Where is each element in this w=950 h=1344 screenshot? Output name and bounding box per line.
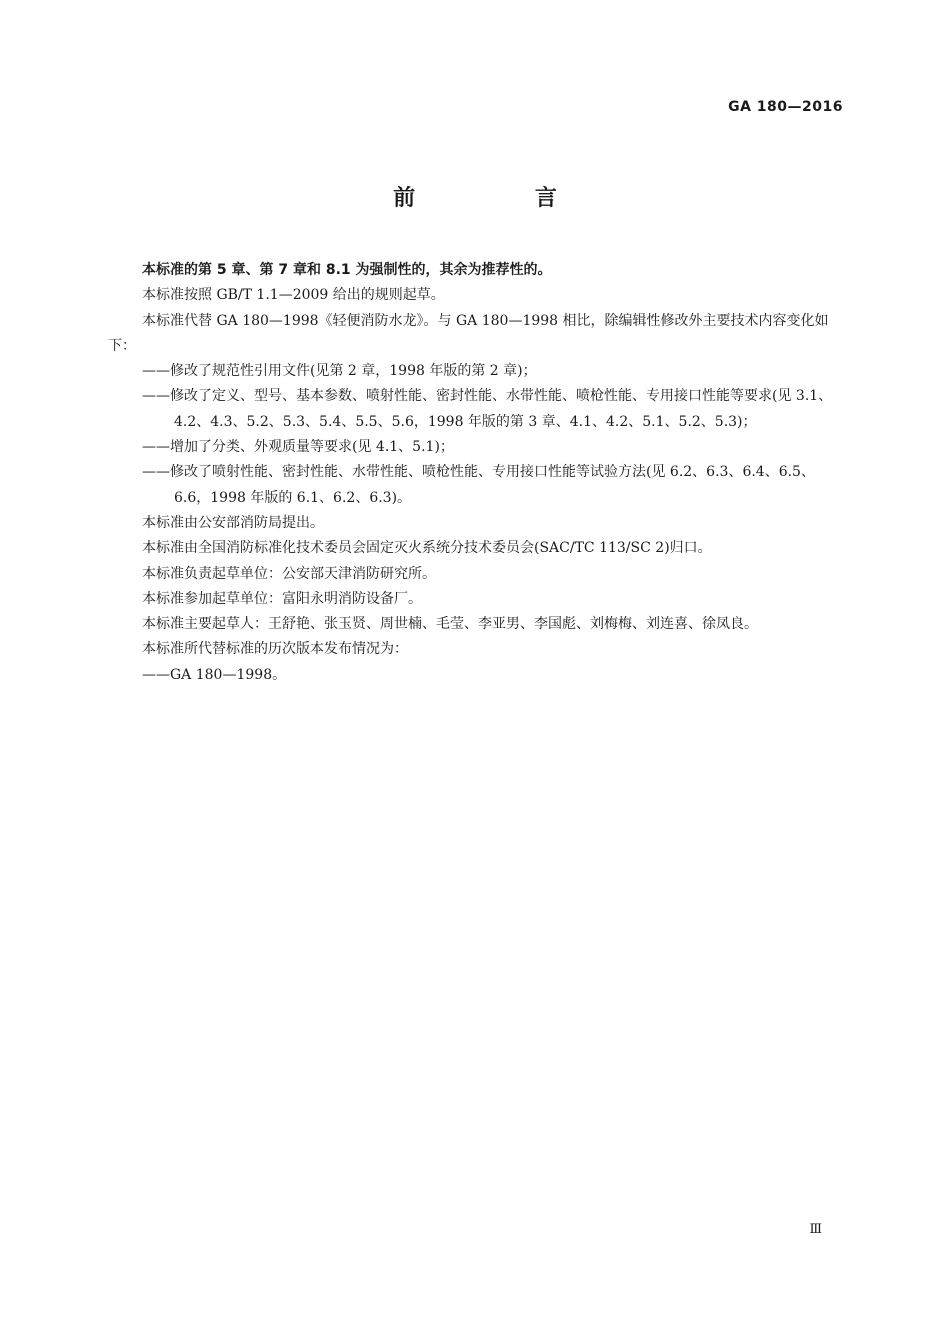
paragraph-replacement: 本标准代替 GA 180—1998《轻便消防水龙》。与 GA 180—1998 相比，除编辑性修改外主要技术内容变化如下： (108, 312, 829, 354)
change-item-2: ——修改了定义、型号、基本参数、喷射性能、密封性能、水带性能、喷枪性能、专用接口性能等要求(见 3.1、4.2、4.3、5.2、5.3、5.4、5.5、5.6，1998 年版的第 3 章、4.1、4.2、5.1、5.2、5.3)； (142, 388, 833, 430)
change-item-3: ——增加了分类、外观质量等要求(见 4.1、5.1)； (142, 439, 454, 456)
document-body (108, 258, 844, 688)
change-item-1: ——修改了规范性引用文件(见第 2 章，1998 年版的第 2 章)； (142, 363, 537, 380)
paragraph-previous-editions: 本标准所代替标准的历次版本发布情况为： (142, 641, 408, 658)
standard-number: GA 180—2016 (728, 99, 843, 115)
change-item-4: ——修改了喷射性能、密封性能、水带性能、喷枪性能、专用接口性能等试验方法(见 6.2、6.3、6.4、6.5、6.6，1998 年版的 6.1、6.2、6.3)。 (142, 464, 815, 506)
page-number: Ⅲ (809, 1222, 822, 1237)
paragraph-participating-drafter: 本标准参加起草单位：富阳永明消防设备厂。 (142, 590, 422, 607)
paragraph-technical-committee: 本标准由全国消防标准化技术委员会固定灭火系统分技术委员会(SAC/TC 113/SC 2)归口。 (142, 540, 712, 557)
previous-edition-item: ——GA 180—1998。 (142, 666, 287, 683)
paragraph-drafting-rules: 本标准按照 GB/T 1.1—2009 给出的规则起草。 (142, 287, 445, 304)
paragraph-mandatory-note: 本标准的第 5 章、第 7 章和 8.1 为强制性的，其余为推荐性的。 (142, 262, 552, 278)
paragraph-main-drafters: 本标准主要起草人：王舒艳、张玉贤、周世楠、毛莹、李亚男、李国彪、刘梅梅、刘连喜、徐凤良。 (142, 616, 758, 633)
page-title: 前 言 (393, 186, 613, 211)
paragraph-lead-drafter: 本标准负责起草单位：公安部天津消防研究所。 (142, 565, 436, 582)
paragraph-proposed-by: 本标准由公安部消防局提出。 (142, 514, 324, 531)
